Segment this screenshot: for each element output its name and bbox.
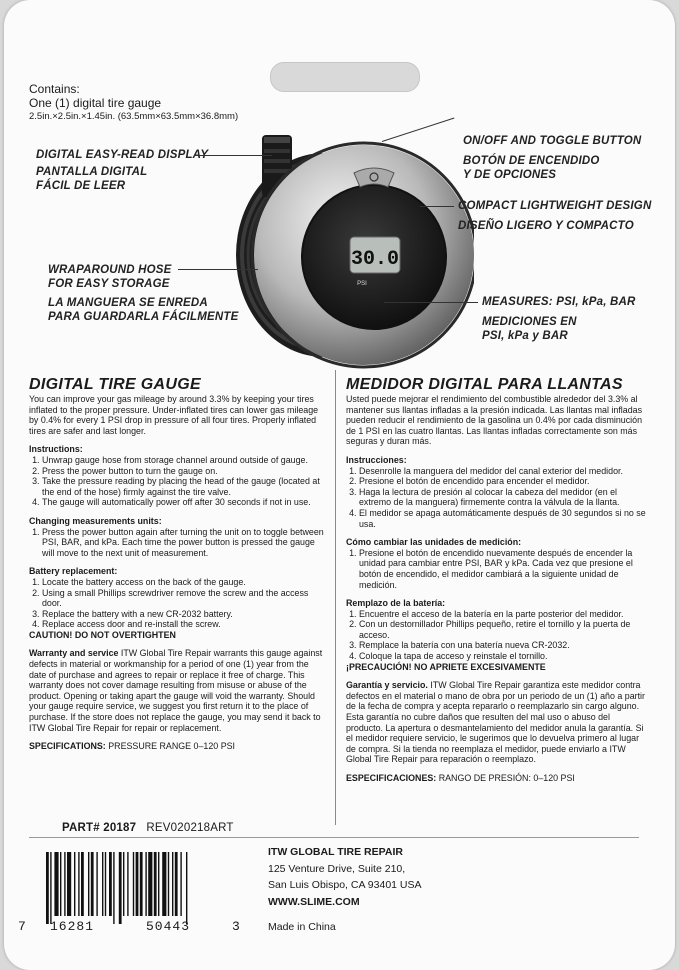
barcode-bar xyxy=(105,852,106,916)
english-spec-value: PRESSURE RANGE 0–120 PSI xyxy=(108,741,236,752)
barcode-bar xyxy=(119,852,122,924)
contains-block xyxy=(29,82,238,124)
barcode-bar xyxy=(148,852,152,916)
footer-divider xyxy=(29,837,639,838)
barcode-bar xyxy=(102,852,103,916)
list-item: 4. Coloque la tapa de acceso y reinstale el tornillo. xyxy=(359,651,646,662)
list-item: 1. Unwrap gauge hose from storage channel around outside of gauge. xyxy=(42,455,325,466)
english-warranty: ITW Global Tire Repair warrants this gauge against defects in material or workmanship for a period of one (1) year from the date of purchase and agrees to repair or replace it free of charge. This warranty does not cover damage resulting from misuse or abuse of the product. Opening or taking apart the gauge will void the warranty. Should your gauge require service, we suggest you first return it to the place of purchase. If the store does not replace the gauge, you may send it back to ITW Global Tire Repair for repair or replacement. xyxy=(29,648,323,733)
spanish-spec-label: ESPECIFICACIONES: xyxy=(346,773,437,783)
barcode-bar xyxy=(91,852,94,916)
spanish-units-title: Cómo cambiar las unidades de medición: xyxy=(346,537,522,548)
list-item: 1. Locate the battery access on the back of the gauge. xyxy=(42,577,325,588)
list-item: 3. Replace the battery with a new CR-2032 battery. xyxy=(42,609,325,620)
package-back-card xyxy=(4,0,675,970)
english-spec-label: SPECIFICATIONS: xyxy=(29,741,106,752)
spanish-spec-value: RANGO DE PRESIÓN: 0–120 PSI xyxy=(438,773,575,783)
callout-line-display xyxy=(194,155,272,156)
barcode-bar xyxy=(145,852,146,916)
revision: REV020218ART xyxy=(146,822,234,834)
english-units-title: Changing measurements units: xyxy=(29,515,162,526)
column-divider xyxy=(335,370,336,825)
english-caution: CAUTION! DO NOT OVERTIGHTEN xyxy=(29,629,176,640)
list-item: 2. Con un destornillador Phillips pequeño, retire el tornillo y la puerta de acceso. xyxy=(359,619,646,640)
spanish-warranty-title: Garantía y servicio. xyxy=(346,680,428,691)
callout-hose: WRAPAROUND HOSE FOR EASY STORAGE LA MANGUERA SE ENREDA PARA GUARDARLA FÁCILMENTE xyxy=(48,264,239,323)
english-column xyxy=(29,394,325,760)
callout-line-design xyxy=(420,206,454,207)
barcode-bar xyxy=(168,852,169,916)
barcode-bar xyxy=(175,852,178,916)
barcode-bar xyxy=(180,852,181,916)
barcode-right-digits: 50443 xyxy=(146,919,191,934)
list-item: 1. Encuentre el acceso de la batería en la parte posterior del medidor. xyxy=(359,609,646,620)
barcode-bar xyxy=(64,852,65,916)
barcode-bar xyxy=(158,852,159,916)
barcode-bar xyxy=(81,852,84,916)
callout-line-hose xyxy=(178,269,258,270)
barcode-bar xyxy=(67,852,71,916)
list-item: 3. Haga la lectura de presión al colocar la cabeza del medidor (en el extremo de la manguera) firmemente contra la válvula de la llanta. xyxy=(359,487,646,508)
barcode-bar xyxy=(78,852,79,916)
spanish-column xyxy=(346,394,646,792)
english-title: DIGITAL TIRE GAUGE xyxy=(29,376,201,393)
barcode-bar xyxy=(186,852,187,924)
barcode-bar xyxy=(140,852,143,916)
list-item: 2. Presione el botón de encendido para encender el medidor. xyxy=(359,476,646,487)
spanish-title: MEDIDOR DIGITAL PARA LLANTAS xyxy=(346,376,623,393)
display-reading: 30.0 xyxy=(350,248,400,271)
spanish-intro: Usted puede mejorar el rendimiento del combustible alrededor del 3.3% al mantener sus llantas infladas a la presión indicada. Las llantas mal infladas pueden reducir el rendimiento de la gasolina un 0.4% por cada disminución de 1 PSI en las cuatro llantas. Las llantas infladas correctamente son más seguras y duran más. xyxy=(346,394,643,447)
barcode-bar xyxy=(136,852,139,916)
callout-design: COMPACT LIGHTWEIGHT DESIGN DISEÑO LIGERO Y COMPACTO xyxy=(458,200,652,232)
barcode-bar xyxy=(162,852,166,916)
barcode-bar xyxy=(123,852,124,916)
barcode-check-digit: 3 xyxy=(232,919,241,934)
made-in-label: Made in China xyxy=(268,921,336,933)
list-item: 3. Remplace la batería con una batería nueva CR-2032. xyxy=(359,640,646,651)
barcode-bar xyxy=(133,852,134,916)
contains-dimensions: 2.5in.×2.5in.×1.45in. (63.5mm×63.5mm×36.8mm) xyxy=(29,111,239,122)
address-line-2: San Luis Obispo, CA 93401 USA xyxy=(268,879,422,891)
callout-button: ON/OFF AND TOGGLE BUTTON BOTÓN DE ENCENDIDO Y DE OPCIONES xyxy=(463,135,642,181)
contains-item: One (1) digital tire gauge xyxy=(29,96,162,110)
list-item: 2. Press the power button to turn the gauge on. xyxy=(42,466,325,477)
list-item: 3. Take the pressure reading by placing the head of the gauge (located at the end of the hose) firmly against the tire valve. xyxy=(42,476,325,497)
contains-label: Contains: xyxy=(29,82,80,96)
barcode-bar xyxy=(50,852,51,924)
barcode-lead-digit: 7 xyxy=(18,919,27,934)
callout-line-measures xyxy=(384,302,478,303)
list-item: 1. Desenrolle la manguera del medidor del canal exterior del medidor. xyxy=(359,466,646,477)
barcode-bar xyxy=(154,852,157,916)
barcode-bar xyxy=(172,852,173,916)
barcode-bar xyxy=(54,852,58,916)
list-item: 4. Replace access door and re-install the screw. xyxy=(42,619,325,630)
spanish-caution: ¡PRECAUCIÓN! NO APRIETE EXCESIVAMENTE xyxy=(346,661,546,672)
barcode-bar xyxy=(96,852,97,916)
website: WWW.SLIME.COM xyxy=(268,895,360,908)
tire-gauge-illustration xyxy=(204,125,474,385)
english-instructions-title: Instructions: xyxy=(29,444,83,455)
barcode-bar xyxy=(109,852,112,916)
callout-measures: MEASURES: PSI, kPa, BAR MEDICIONES EN PSI, kPa y BAR xyxy=(482,296,636,342)
list-item: 1. Presione el botón de encendido nuevamente después de encender la unidad para cambiar entre PSI, BAR y kPa. Cada vez que presione el botón de encendido, el medidor cambiará a la siguiente unidad de medición. xyxy=(359,548,646,590)
company-address xyxy=(268,844,422,910)
english-intro: You can improve your gas mileage by around 3.3% by keeping your tires inflated to the proper pressure. Under-inflated tires can lower gas mileage by 0.4% for every 1 PSI drop in pressure of all four tires. Properly inflated tires are safer and last longer. xyxy=(29,394,319,436)
barcode-bar xyxy=(113,852,114,924)
barcode-bar xyxy=(74,852,75,916)
barcode-bar xyxy=(127,852,128,916)
callout-display: DIGITAL EASY-READ DISPLAY PANTALLA DIGITAL FÁCIL DE LEER xyxy=(36,149,209,192)
company-name: ITW GLOBAL TIRE REPAIR xyxy=(268,846,403,858)
list-item: 2. Using a small Phillips screwdriver remove the screw and the access door. xyxy=(42,588,325,609)
list-item: 4. El medidor se apaga automáticamente después de 30 segundos si no se usa. xyxy=(359,508,646,529)
english-warranty-title: Warranty and service xyxy=(29,648,119,659)
display-unit: PSI xyxy=(357,281,367,287)
part-number: PART# 20187 REV020218ART xyxy=(62,822,234,834)
english-battery-title: Battery replacement: xyxy=(29,566,118,577)
barcode-bar xyxy=(46,852,49,924)
barcode-bar xyxy=(60,852,61,916)
barcode-left-digits: 16281 xyxy=(50,919,95,934)
spanish-battery-title: Remplazo de la batería: xyxy=(346,598,446,609)
spanish-instructions-title: Instrucciones: xyxy=(346,454,407,465)
list-item: 4. The gauge will automatically power off after 30 seconds if not in use. xyxy=(42,497,325,508)
barcode-bar xyxy=(88,852,89,916)
hang-hole xyxy=(270,62,420,92)
address-line-1: 125 Venture Drive, Suite 210, xyxy=(268,862,406,875)
spanish-warranty: ITW Global Tire Repair garantiza este medidor contra defectos en el material o mano de obra por un periodo de un (1) año a partir de la fecha de compra y acepta repararlo o reemplazarlo sin cargo alguno. Esta garantía no cubre daños que resulten del mal uso o abuso del producto. La apertura o desmantelamiento del medidor anula la garantía. Si el medidor requiere servicio, le sugerimos que lo devuelva primero al lugar de compra. Si la tienda no reemplaza el medidor, puede enviarlo a ITW Global Tire Repair para reparación o reemplazo. xyxy=(346,680,645,765)
list-item: 1. Press the power button again after turning the unit on to toggle between PSI, BAR, and kPa. Each time the power button is pressed the gauge will move to the next unit of measurement. xyxy=(42,527,325,559)
